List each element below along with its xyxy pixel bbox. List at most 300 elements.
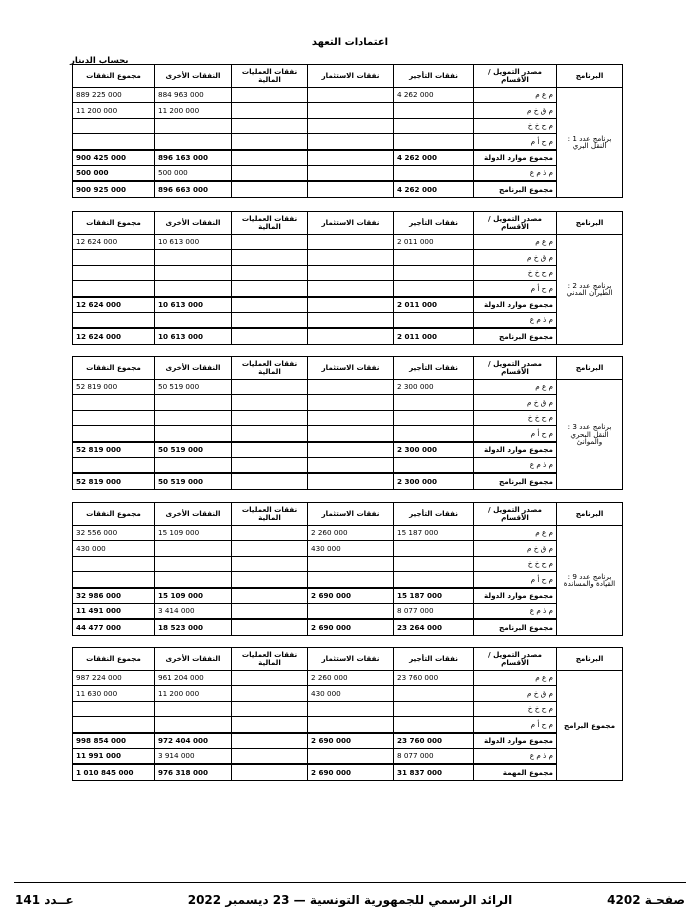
- amount-cell-wages: 2 011 000: [394, 235, 474, 250]
- program-name: برنامج عدد 3 : النقل البحري والموانئ: [557, 380, 623, 490]
- amount-cell-total: [73, 118, 155, 133]
- column-header-total: مجموع النفقات: [73, 65, 155, 88]
- column-header-wages: نفقات التأجير: [394, 503, 474, 526]
- amount-cell-wages: [394, 165, 474, 181]
- table-row: [73, 588, 623, 604]
- amount-cell-finops: [232, 88, 308, 103]
- column-header-source: مصدر التمويل / الأقسام: [474, 648, 557, 671]
- amount-cell-wages: [394, 717, 474, 733]
- amount-cell-wages: 2 300 000: [394, 442, 474, 458]
- funding-source-cell: م ح أ م: [474, 572, 557, 588]
- budget-table-4: [72, 502, 623, 636]
- amount-cell-finops: [232, 733, 308, 749]
- amount-cell-other: 884 963 000: [155, 88, 232, 103]
- amount-cell-total: [73, 250, 155, 265]
- amount-cell-finops: [232, 426, 308, 442]
- column-header-wages: نفقات التأجير: [394, 357, 474, 380]
- amount-cell-invest: 2 690 000: [308, 619, 394, 635]
- amount-cell-wages: 23 264 000: [394, 619, 474, 635]
- column-header-source: مصدر التمويل / الأقسام: [474, 357, 557, 380]
- amount-cell-invest: [308, 473, 394, 489]
- funding-source-cell: م ق خ م: [474, 395, 557, 410]
- amount-cell-other: 976 318 000: [155, 764, 232, 780]
- amount-cell-invest: 2 690 000: [308, 764, 394, 780]
- funding-source-cell: مجموع موارد الدولة: [474, 733, 557, 749]
- footer-page-number: صفحـة 4202: [607, 893, 685, 907]
- amount-cell-total: [73, 556, 155, 571]
- column-header-invest: نفقات الاستثمار: [308, 503, 394, 526]
- amount-cell-other: 15 109 000: [155, 588, 232, 604]
- amount-cell-wages: 8 077 000: [394, 603, 474, 619]
- amount-cell-invest: [308, 395, 394, 410]
- amount-cell-total: [73, 281, 155, 297]
- amount-cell-invest: [308, 88, 394, 103]
- funding-source-cell: م ح أ م: [474, 426, 557, 442]
- page-title: اعتمادات التعهد: [311, 37, 389, 48]
- amount-cell-finops: [232, 603, 308, 619]
- budget-table-2: [72, 211, 623, 345]
- amount-cell-finops: [232, 541, 308, 556]
- table-row: [73, 235, 623, 250]
- amount-cell-total: [73, 701, 155, 716]
- amount-cell-wages: 2 011 000: [394, 297, 474, 313]
- table-row: [73, 764, 623, 780]
- column-header-source: مصدر التمويل / الأقسام: [474, 65, 557, 88]
- amount-cell-total: 44 477 000: [73, 619, 155, 635]
- table-header-row: [73, 503, 623, 526]
- table-row: [73, 410, 623, 425]
- funding-source-cell: م ق خ م: [474, 250, 557, 265]
- table-row: [73, 442, 623, 458]
- amount-cell-invest: [308, 556, 394, 571]
- funding-source-cell: مجموع البرنامج: [474, 181, 557, 197]
- amount-cell-total: 998 854 000: [73, 733, 155, 749]
- amount-cell-invest: [308, 281, 394, 297]
- column-header-total: مجموع النفقات: [73, 503, 155, 526]
- amount-cell-wages: [394, 103, 474, 118]
- table-row: [73, 312, 623, 328]
- amount-cell-total: [73, 265, 155, 280]
- amount-cell-other: [155, 556, 232, 571]
- amount-cell-total: 52 819 000: [73, 380, 155, 395]
- amount-cell-invest: [308, 150, 394, 166]
- table-row: [73, 118, 623, 133]
- amount-cell-finops: [232, 410, 308, 425]
- column-header-program: البرنامج: [557, 65, 623, 88]
- table-row: [73, 88, 623, 103]
- amount-cell-invest: [308, 312, 394, 328]
- table-row: [73, 265, 623, 280]
- amount-cell-invest: [308, 165, 394, 181]
- amount-cell-finops: [232, 619, 308, 635]
- table-row: [73, 748, 623, 764]
- amount-cell-other: [155, 457, 232, 473]
- amount-cell-other: [155, 541, 232, 556]
- amount-cell-wages: [394, 312, 474, 328]
- funding-source-cell: م ق خ م: [474, 103, 557, 118]
- amount-cell-finops: [232, 572, 308, 588]
- column-header-finops: نفقات العمليات المالية: [232, 503, 308, 526]
- amount-cell-wages: [394, 281, 474, 297]
- table-row: [73, 619, 623, 635]
- funding-source-cell: م ح أ م: [474, 281, 557, 297]
- table-row: [73, 395, 623, 410]
- amount-cell-other: 896 163 000: [155, 150, 232, 166]
- table-row: [73, 297, 623, 313]
- table-header-row: [73, 648, 623, 671]
- amount-cell-other: 500 000: [155, 165, 232, 181]
- amount-cell-finops: [232, 297, 308, 313]
- funding-source-cell: م ع م: [474, 380, 557, 395]
- amount-cell-invest: 2 260 000: [308, 526, 394, 541]
- amount-cell-other: 50 519 000: [155, 473, 232, 489]
- column-header-invest: نفقات الاستثمار: [308, 648, 394, 671]
- amount-cell-finops: [232, 380, 308, 395]
- amount-cell-other: 896 663 000: [155, 181, 232, 197]
- table-row: [73, 473, 623, 489]
- table-row: [73, 733, 623, 749]
- amount-cell-wages: [394, 410, 474, 425]
- amount-cell-finops: [232, 556, 308, 571]
- amount-cell-total: 12 624 000: [73, 328, 155, 344]
- amount-cell-wages: 15 187 000: [394, 526, 474, 541]
- amount-cell-finops: [232, 473, 308, 489]
- amount-cell-invest: 2 260 000: [308, 671, 394, 686]
- amount-cell-wages: [394, 134, 474, 150]
- amount-cell-total: [73, 717, 155, 733]
- table-row: [73, 457, 623, 473]
- amount-cell-total: 32 556 000: [73, 526, 155, 541]
- amount-cell-other: [155, 250, 232, 265]
- column-header-program: البرنامج: [557, 648, 623, 671]
- amount-cell-wages: [394, 118, 474, 133]
- funding-source-cell: م ذ م ع: [474, 312, 557, 328]
- amount-cell-invest: [308, 717, 394, 733]
- amount-cell-total: 52 819 000: [73, 442, 155, 458]
- table-row: [73, 165, 623, 181]
- column-header-wages: نفقات التأجير: [394, 212, 474, 235]
- funding-source-cell: مجموع البرنامج: [474, 328, 557, 344]
- amount-cell-total: 1 010 845 000: [73, 764, 155, 780]
- amount-cell-total: 32 986 000: [73, 588, 155, 604]
- amount-cell-invest: [308, 181, 394, 197]
- column-header-finops: نفقات العمليات المالية: [232, 648, 308, 671]
- table-row: [73, 603, 623, 619]
- funding-source-cell: مجموع موارد الدولة: [474, 442, 557, 458]
- table-row: [73, 572, 623, 588]
- amount-cell-invest: [308, 442, 394, 458]
- table-row: [73, 556, 623, 571]
- amount-cell-wages: 4 262 000: [394, 181, 474, 197]
- amount-cell-other: [155, 118, 232, 133]
- column-header-invest: نفقات الاستثمار: [308, 212, 394, 235]
- amount-cell-other: 50 519 000: [155, 442, 232, 458]
- funding-source-cell: م ذ م ع: [474, 457, 557, 473]
- amount-cell-finops: [232, 265, 308, 280]
- amount-cell-other: 3 414 000: [155, 603, 232, 619]
- amount-cell-wages: 4 262 000: [394, 150, 474, 166]
- program-name: برنامج عدد 2 : الطيران المدني: [557, 235, 623, 345]
- column-header-finops: نفقات العمليات المالية: [232, 212, 308, 235]
- amount-cell-other: [155, 265, 232, 280]
- amount-cell-finops: [232, 235, 308, 250]
- table-row: [73, 380, 623, 395]
- amount-cell-finops: [232, 442, 308, 458]
- amount-cell-invest: [308, 297, 394, 313]
- amount-cell-total: 52 819 000: [73, 473, 155, 489]
- table-row: [73, 103, 623, 118]
- amount-cell-other: 10 613 000: [155, 235, 232, 250]
- table-row: [73, 426, 623, 442]
- amount-cell-invest: [308, 457, 394, 473]
- amount-cell-wages: 2 300 000: [394, 473, 474, 489]
- column-header-total: مجموع النفقات: [73, 648, 155, 671]
- amount-cell-other: [155, 312, 232, 328]
- unit-label: بحساب الدينار: [70, 56, 129, 66]
- column-header-program: البرنامج: [557, 357, 623, 380]
- amount-cell-invest: [308, 235, 394, 250]
- amount-cell-invest: [308, 426, 394, 442]
- amount-cell-total: 11 991 000: [73, 748, 155, 764]
- amount-cell-other: [155, 410, 232, 425]
- amount-cell-wages: [394, 265, 474, 280]
- table-row: [73, 281, 623, 297]
- budget-table-1: [72, 64, 623, 198]
- amount-cell-finops: [232, 312, 308, 328]
- amount-cell-wages: 31 837 000: [394, 764, 474, 780]
- amount-cell-finops: [232, 701, 308, 716]
- column-header-total: مجموع النفقات: [73, 212, 155, 235]
- amount-cell-wages: [394, 556, 474, 571]
- amount-cell-invest: [308, 265, 394, 280]
- amount-cell-finops: [232, 717, 308, 733]
- footer-divider: [14, 882, 686, 883]
- amount-cell-finops: [232, 134, 308, 150]
- funding-source-cell: م ح أ م: [474, 717, 557, 733]
- amount-cell-other: 15 109 000: [155, 526, 232, 541]
- amount-cell-total: [73, 395, 155, 410]
- amount-cell-invest: 430 000: [308, 541, 394, 556]
- column-header-other: النفقات الأخرى: [155, 212, 232, 235]
- program-name: برنامج عدد 1 : النقل البري: [557, 88, 623, 198]
- amount-cell-wages: 23 760 000: [394, 671, 474, 686]
- amount-cell-total: 11 491 000: [73, 603, 155, 619]
- column-header-source: مصدر التمويل / الأقسام: [474, 503, 557, 526]
- funding-source-cell: م ع م: [474, 235, 557, 250]
- amount-cell-wages: [394, 701, 474, 716]
- table-row: [73, 717, 623, 733]
- amount-cell-total: 12 624 000: [73, 297, 155, 313]
- amount-cell-total: 889 225 000: [73, 88, 155, 103]
- funding-source-cell: م ق خ م: [474, 686, 557, 701]
- budget-table-3: [72, 356, 623, 490]
- amount-cell-invest: 430 000: [308, 686, 394, 701]
- budget-table-5: [72, 647, 623, 781]
- amount-cell-total: [73, 312, 155, 328]
- amount-cell-finops: [232, 103, 308, 118]
- amount-cell-wages: 4 262 000: [394, 88, 474, 103]
- amount-cell-invest: [308, 572, 394, 588]
- column-header-program: البرنامج: [557, 503, 623, 526]
- table-row: [73, 686, 623, 701]
- column-header-other: النفقات الأخرى: [155, 503, 232, 526]
- amount-cell-other: [155, 701, 232, 716]
- amount-cell-total: 500 000: [73, 165, 155, 181]
- amount-cell-wages: [394, 686, 474, 701]
- amount-cell-finops: [232, 118, 308, 133]
- amount-cell-invest: [308, 410, 394, 425]
- amount-cell-total: 430 000: [73, 541, 155, 556]
- amount-cell-other: 10 613 000: [155, 297, 232, 313]
- amount-cell-other: 50 519 000: [155, 380, 232, 395]
- column-header-wages: نفقات التأجير: [394, 648, 474, 671]
- amount-cell-total: [73, 426, 155, 442]
- funding-source-cell: م ق خ م: [474, 541, 557, 556]
- funding-source-cell: مجموع المهمة: [474, 764, 557, 780]
- amount-cell-wages: [394, 541, 474, 556]
- amount-cell-invest: [308, 380, 394, 395]
- amount-cell-finops: [232, 588, 308, 604]
- amount-cell-invest: [308, 328, 394, 344]
- amount-cell-finops: [232, 181, 308, 197]
- funding-source-cell: مجموع موارد الدولة: [474, 588, 557, 604]
- column-header-program: البرنامج: [557, 212, 623, 235]
- amount-cell-invest: [308, 701, 394, 716]
- amount-cell-wages: 23 760 000: [394, 733, 474, 749]
- amount-cell-other: 3 914 000: [155, 748, 232, 764]
- amount-cell-total: 900 925 000: [73, 181, 155, 197]
- funding-source-cell: م ح أ م: [474, 134, 557, 150]
- funding-source-cell: م ح خ خ: [474, 118, 557, 133]
- funding-source-cell: م ذ م ع: [474, 603, 557, 619]
- amount-cell-wages: [394, 457, 474, 473]
- amount-cell-finops: [232, 671, 308, 686]
- amount-cell-other: 10 613 000: [155, 328, 232, 344]
- amount-cell-total: [73, 410, 155, 425]
- amount-cell-invest: [308, 103, 394, 118]
- amount-cell-total: 11 630 000: [73, 686, 155, 701]
- funding-source-cell: م ح خ خ: [474, 265, 557, 280]
- table-header-row: [73, 357, 623, 380]
- amount-cell-finops: [232, 165, 308, 181]
- table-row: [73, 541, 623, 556]
- amount-cell-total: 11 200 000: [73, 103, 155, 118]
- amount-cell-finops: [232, 150, 308, 166]
- amount-cell-finops: [232, 395, 308, 410]
- funding-source-cell: م ح خ خ: [474, 556, 557, 571]
- table-header-row: [73, 212, 623, 235]
- amount-cell-other: [155, 572, 232, 588]
- amount-cell-invest: [308, 134, 394, 150]
- funding-source-cell: م ع م: [474, 88, 557, 103]
- program-name: برنامج عدد 9 : القيادة والمساندة: [557, 526, 623, 636]
- column-header-finops: نفقات العمليات المالية: [232, 65, 308, 88]
- amount-cell-total: 987 224 000: [73, 671, 155, 686]
- amount-cell-finops: [232, 748, 308, 764]
- amount-cell-finops: [232, 764, 308, 780]
- column-header-invest: نفقات الاستثمار: [308, 357, 394, 380]
- amount-cell-invest: 2 690 000: [308, 733, 394, 749]
- amount-cell-total: [73, 457, 155, 473]
- funding-source-cell: م ذ م ع: [474, 165, 557, 181]
- column-header-other: النفقات الأخرى: [155, 357, 232, 380]
- amount-cell-other: 18 523 000: [155, 619, 232, 635]
- amount-cell-invest: [308, 748, 394, 764]
- amount-cell-other: [155, 134, 232, 150]
- funding-source-cell: م ع م: [474, 526, 557, 541]
- column-header-other: النفقات الأخرى: [155, 648, 232, 671]
- amount-cell-other: 11 200 000: [155, 686, 232, 701]
- table-row: [73, 671, 623, 686]
- amount-cell-other: 11 200 000: [155, 103, 232, 118]
- column-header-other: النفقات الأخرى: [155, 65, 232, 88]
- amount-cell-other: 961 204 000: [155, 671, 232, 686]
- amount-cell-invest: [308, 250, 394, 265]
- table-row: [73, 150, 623, 166]
- table-row: [73, 134, 623, 150]
- column-header-wages: نفقات التأجير: [394, 65, 474, 88]
- funding-source-cell: مجموع البرنامج: [474, 473, 557, 489]
- column-header-source: مصدر التمويل / الأقسام: [474, 212, 557, 235]
- column-header-finops: نفقات العمليات المالية: [232, 357, 308, 380]
- funding-source-cell: م ع م: [474, 671, 557, 686]
- amount-cell-finops: [232, 526, 308, 541]
- amount-cell-total: [73, 572, 155, 588]
- amount-cell-total: 12 624 000: [73, 235, 155, 250]
- amount-cell-finops: [232, 328, 308, 344]
- amount-cell-total: 900 425 000: [73, 150, 155, 166]
- column-header-invest: نفقات الاستثمار: [308, 65, 394, 88]
- column-header-total: مجموع النفقات: [73, 357, 155, 380]
- amount-cell-wages: 2 300 000: [394, 380, 474, 395]
- amount-cell-invest: [308, 118, 394, 133]
- table-row: [73, 181, 623, 197]
- amount-cell-wages: [394, 250, 474, 265]
- amount-cell-other: 972 404 000: [155, 733, 232, 749]
- amount-cell-wages: [394, 572, 474, 588]
- table-row: [73, 328, 623, 344]
- amount-cell-finops: [232, 457, 308, 473]
- amount-cell-wages: 2 011 000: [394, 328, 474, 344]
- amount-cell-other: [155, 395, 232, 410]
- table-row: [73, 701, 623, 716]
- funding-source-cell: م ح خ خ: [474, 701, 557, 716]
- table-header-row: [73, 65, 623, 88]
- amount-cell-wages: 8 077 000: [394, 748, 474, 764]
- amount-cell-wages: [394, 426, 474, 442]
- amount-cell-wages: [394, 395, 474, 410]
- funding-source-cell: م ذ م ع: [474, 748, 557, 764]
- funding-source-cell: مجموع البرنامج: [474, 619, 557, 635]
- amount-cell-invest: [308, 603, 394, 619]
- program-name: مجموع البرامج: [557, 671, 623, 781]
- amount-cell-other: [155, 426, 232, 442]
- table-row: [73, 250, 623, 265]
- footer-journal-title: الرائد الرسمي للجمهورية التونسية — 23 ديسمبر 2022: [187, 893, 513, 907]
- table-row: [73, 526, 623, 541]
- amount-cell-wages: 15 187 000: [394, 588, 474, 604]
- funding-source-cell: م ح خ خ: [474, 410, 557, 425]
- amount-cell-total: [73, 134, 155, 150]
- amount-cell-other: [155, 281, 232, 297]
- amount-cell-other: [155, 717, 232, 733]
- amount-cell-finops: [232, 250, 308, 265]
- amount-cell-finops: [232, 686, 308, 701]
- amount-cell-invest: 2 690 000: [308, 588, 394, 604]
- footer-issue-number: عــدد 141: [15, 893, 74, 907]
- amount-cell-finops: [232, 281, 308, 297]
- funding-source-cell: مجموع موارد الدولة: [474, 150, 557, 166]
